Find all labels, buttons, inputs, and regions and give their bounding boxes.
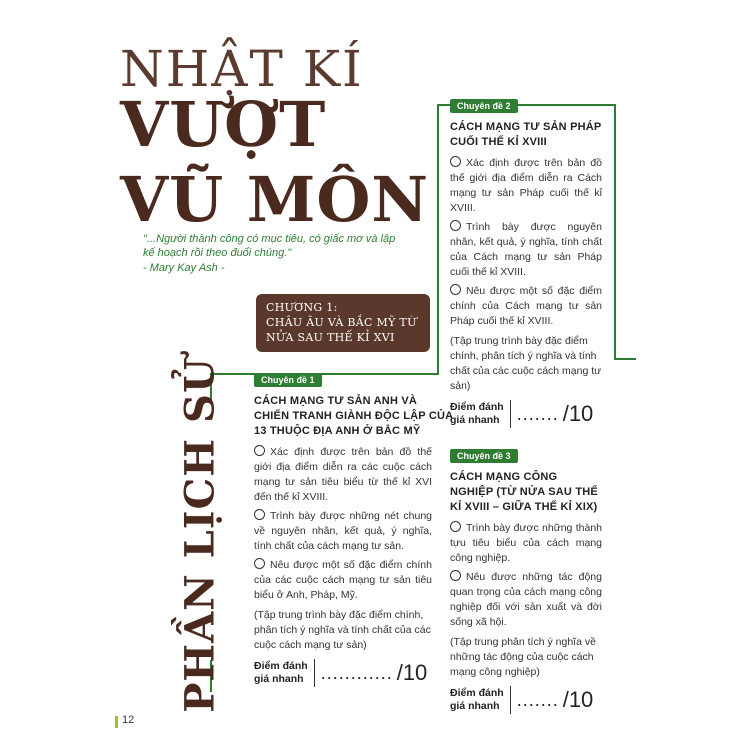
topic-1-bullet-3: Nêu được một số đặc điểm chính của các cuộc cách mạng tư sản tiêu biểu ở Anh, Pháp, Mỹ. — [254, 559, 432, 601]
checkbox-circle-icon[interactable] — [450, 156, 461, 167]
score-label: Điểm đánh giá nhanh — [450, 687, 504, 712]
topic-2-bullet-3: Nêu được một số đặc điểm chính của Cách mạng tư sản Pháp cuối thế kỉ XVIII. — [450, 285, 602, 327]
section-label: PHẦN LỊCH SỬ — [176, 357, 224, 713]
checkbox-circle-icon[interactable] — [450, 220, 461, 231]
checkbox-circle-icon[interactable] — [254, 509, 265, 520]
topic-2-bullet-1: Xác định được trên bản đồ thế giới địa điểm diễn ra Cách mạng tư sản Pháp cuối thế kỉ XVIII. — [450, 157, 602, 214]
topic-2-score — [450, 400, 602, 428]
connector-line — [614, 358, 636, 360]
checkbox-circle-icon[interactable] — [450, 284, 461, 295]
score-value: /10 — [562, 401, 594, 426]
topic-1-note: (Tập trung trình bày đặc điểm chính, phân tích ý nghĩa và tính chất của các cuộc cách mạng tư sản) — [254, 609, 431, 651]
score-value: /10 — [396, 660, 428, 685]
section-label-wrap — [160, 357, 240, 713]
topic-3-note: (Tập trung phân tích ý nghĩa về những tác động của cuộc cách mạng công nghiệp) — [450, 636, 596, 678]
checkbox-circle-icon[interactable] — [254, 558, 265, 569]
quote-author: - Mary Kay Ash - — [143, 262, 225, 274]
chapter-number: CHƯƠNG 1: — [266, 301, 338, 314]
topic-2-title: CÁCH MẠNG TƯ SẢN PHÁP CUỐI THẾ KỈ XVIII — [450, 121, 602, 148]
topic-3 — [450, 446, 602, 714]
checkbox-circle-icon[interactable] — [450, 521, 461, 532]
topic-3-bullet-1: Trình bày được những thành tựu tiêu biểu của cách mạng công nghiệp. — [450, 522, 602, 564]
chapter-title-line1: CHÂU ÂU VÀ BẮC MỸ TỪ — [266, 316, 417, 329]
connector-line — [437, 104, 439, 374]
page-number: 12 — [122, 714, 135, 726]
topic-1-score — [254, 659, 432, 687]
score-label: Điểm đánh giá nhanh — [450, 401, 504, 426]
topic-1 — [254, 370, 453, 687]
book-title-line3: VŨ MÔN — [120, 163, 430, 236]
topic-1-bullet-2: Trình bày được những nét chung về nguyên nhân, kết quả, ý nghĩa, tính chất của cách mạng tư sản. — [254, 510, 432, 552]
topic-1-bullet-1: Xác định được trên bản đồ thế giới địa điểm diễn ra các cuộc cách mạng tư sản tiêu biểu từ thế kỉ XVI đến thế kỉ XVIII. — [254, 446, 432, 503]
quote — [143, 232, 408, 275]
checkbox-circle-icon[interactable] — [450, 570, 461, 581]
topic-3-bullet-2: Nêu được những tác động quan trọng của cách mạng công nghiệp đối với sản xuất và đời sống xã hội. — [450, 571, 602, 628]
book-title-line2: VƯỢT — [120, 88, 327, 161]
score-dots[interactable]: ....... — [516, 689, 559, 710]
topic-3-tag: Chuyên đề 3 — [450, 449, 518, 463]
chapter-box — [256, 294, 430, 352]
topic-2 — [450, 96, 602, 428]
book-title-line1: NHẬT KÍ — [120, 40, 364, 98]
score-dots[interactable]: ....... — [516, 403, 559, 424]
topic-3-score — [450, 686, 602, 714]
topic-3-title: CÁCH MẠNG CÔNG NGHIỆP (TỪ NỬA SAU THẾ KỈ XVIII – GIỮA THẾ KỈ XIX) — [450, 471, 598, 513]
score-divider — [510, 686, 511, 714]
topic-2-bullet-2: Trình bày được nguyên nhân, kết quả, ý nghĩa, tính chất của Cách mạng tư sản Pháp cuối thế kỉ XVIII. — [450, 221, 602, 278]
score-divider — [314, 659, 315, 687]
topic-1-tag: Chuyên đề 1 — [254, 373, 322, 387]
connector-line — [614, 104, 616, 360]
chapter-title-line2: NỬA SAU THẾ KỈ XVI — [266, 331, 395, 344]
topic-2-note: (Tập trung trình bày đặc điểm chính, phân tích ý nghĩa và tính chất của các cuộc cách mạng tư sản) — [450, 335, 602, 392]
score-value: /10 — [562, 687, 594, 712]
score-label: Điểm đánh giá nhanh — [254, 660, 308, 685]
score-dots[interactable]: ............ — [320, 662, 393, 683]
page-number-bar — [115, 716, 118, 728]
topic-2-tag: Chuyên đề 2 — [450, 99, 518, 113]
topic-1-title: CÁCH MẠNG TƯ SẢN ANH VÀ CHIẾN TRANH GIÀNH ĐỘC LẬP CỦA 13 THUỘC ĐỊA ANH Ở BẮC MỸ — [254, 395, 453, 437]
score-divider — [510, 400, 511, 428]
checkbox-circle-icon[interactable] — [254, 445, 265, 456]
quote-text: "...Người thành công có mục tiêu, có giấc mơ và lập kế hoạch rồi theo đuổi chúng." — [143, 233, 396, 259]
